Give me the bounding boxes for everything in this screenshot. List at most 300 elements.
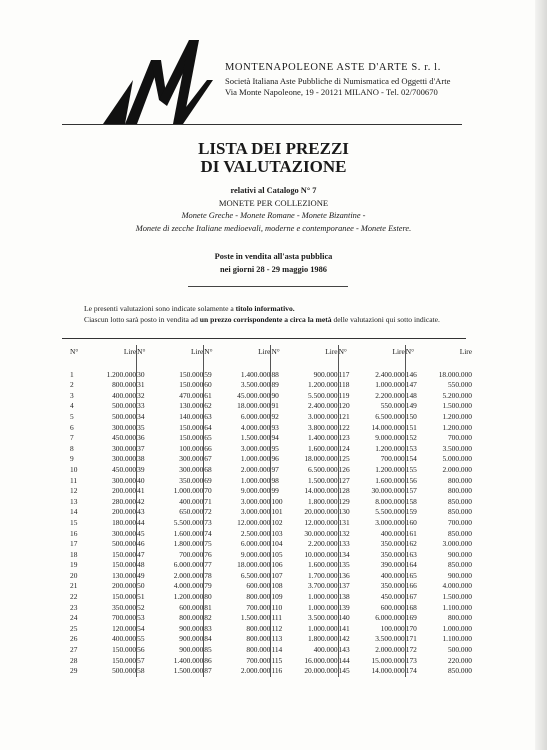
lot-value: 5.200.000 xyxy=(442,390,472,400)
lot-number: 143 xyxy=(338,645,350,655)
lot-number: 106 xyxy=(271,560,283,570)
lot-number: 90 xyxy=(271,390,279,400)
table-row xyxy=(70,529,472,540)
lot-value: 600.000 xyxy=(221,581,271,592)
lot-value: 900.000 xyxy=(154,645,204,656)
lot-number: 140 xyxy=(338,613,350,623)
note2-text-end: delle valutazioni qui sotto indicate. xyxy=(331,315,440,324)
table-row xyxy=(70,401,472,412)
lot-value: 45.000.000 xyxy=(221,391,271,402)
sale-line-1: Poste in vendita all'asta pubblica xyxy=(214,252,333,261)
column-header-lire: Lire xyxy=(288,345,338,359)
lot-value: 150.000 xyxy=(87,656,137,667)
lot-value: 1.400.000 xyxy=(154,656,204,667)
lot-number: 60 xyxy=(204,380,212,390)
table-row xyxy=(70,486,472,497)
lot-value: 1.000.000 xyxy=(154,486,204,497)
lot-value: 350.000 xyxy=(154,476,204,487)
lot-number: 155 xyxy=(405,464,417,474)
lot-value: 1.200.000 xyxy=(154,592,204,603)
lot-value: 6.000.000 xyxy=(154,560,204,571)
lot-number: 145 xyxy=(338,666,350,676)
lot-number: 120 xyxy=(338,401,350,411)
lot-value: 2.400.000 xyxy=(355,370,405,381)
lot-value: 800.000 xyxy=(447,613,472,623)
lot-value: 900.000 xyxy=(154,624,204,635)
lot-value: 5.500.000 xyxy=(288,391,338,402)
lot-number: 67 xyxy=(204,454,212,464)
lot-number: 133 xyxy=(338,539,350,549)
lot-number: 3 xyxy=(70,390,74,400)
lot-value: 6.500.000 xyxy=(355,412,405,423)
lot-number: 152 xyxy=(405,433,417,443)
lot-value: 3.000.000 xyxy=(288,412,338,423)
lot-value: 1.000.000 xyxy=(442,623,472,633)
lot-number: 58 xyxy=(137,666,145,676)
company-header xyxy=(225,62,535,97)
lot-value: 150.000 xyxy=(87,550,137,561)
lot-number: 82 xyxy=(204,613,212,623)
lot-number: 71 xyxy=(204,496,212,506)
lot-number: 128 xyxy=(338,486,350,496)
lot-value: 4.000.000 xyxy=(154,581,204,592)
lot-value: 1.000.000 xyxy=(288,592,338,603)
lot-value: 550.000 xyxy=(447,380,472,390)
lot-value: 5.500.000 xyxy=(154,518,204,529)
table-row xyxy=(70,433,472,444)
lot-number: 43 xyxy=(137,507,145,517)
lot-value: 200.000 xyxy=(87,486,137,497)
lot-value: 220.000 xyxy=(447,655,472,665)
lot-value: 800.000 xyxy=(221,645,271,656)
table-top-rule xyxy=(62,338,466,339)
lot-number: 66 xyxy=(204,443,212,453)
lot-number: 1 xyxy=(70,369,74,379)
lot-number: 8 xyxy=(70,443,74,453)
lot-number: 161 xyxy=(405,528,417,538)
lot-number: 151 xyxy=(405,422,417,432)
lot-number: 171 xyxy=(405,634,417,644)
lot-value: 650.000 xyxy=(154,507,204,518)
table-row xyxy=(70,603,472,614)
lot-value: 1.000.000 xyxy=(221,454,271,465)
lot-value: 800.000 xyxy=(87,380,137,391)
lot-number: 19 xyxy=(70,560,78,570)
lot-value: 14.000.000 xyxy=(288,486,338,497)
lot-value: 3.500.000 xyxy=(442,443,472,453)
lot-value: 600.000 xyxy=(355,603,405,614)
lot-number: 137 xyxy=(338,581,350,591)
lot-number: 129 xyxy=(338,496,350,506)
table-row xyxy=(70,645,472,656)
lot-number: 56 xyxy=(137,645,145,655)
lot-value: 700.000 xyxy=(221,656,271,667)
lot-value: 6.000.000 xyxy=(355,613,405,624)
lot-value: 1.200.000 xyxy=(355,465,405,476)
lot-number: 6 xyxy=(70,422,74,432)
table-row xyxy=(70,634,472,645)
lot-number: 16 xyxy=(70,528,78,538)
lot-number: 126 xyxy=(338,464,350,474)
lot-value: 470.000 xyxy=(154,391,204,402)
lot-value: 500.000 xyxy=(447,645,472,655)
table-row xyxy=(70,560,472,571)
lot-value: 300.000 xyxy=(154,465,204,476)
lot-value: 3.000.000 xyxy=(442,539,472,549)
lot-number: 157 xyxy=(405,486,417,496)
lot-number: 68 xyxy=(204,464,212,474)
column-header-lire: Lire xyxy=(355,345,405,359)
lot-value: 800.000 xyxy=(447,475,472,485)
lot-value: 150.000 xyxy=(154,380,204,391)
lot-number: 117 xyxy=(338,369,350,379)
header-divider xyxy=(62,124,462,125)
lot-number: 79 xyxy=(204,581,212,591)
lot-value: 18.000.000 xyxy=(221,401,271,412)
lot-value: 1.500.000 xyxy=(221,613,271,624)
lot-value: 3.500.000 xyxy=(221,380,271,391)
lot-value: 130.000 xyxy=(154,401,204,412)
lot-number: 34 xyxy=(137,411,145,421)
table-row xyxy=(70,412,472,423)
lot-number: 78 xyxy=(204,570,212,580)
lot-value: 12.000.000 xyxy=(221,518,271,529)
title-line-2: DI VALUTAZIONE xyxy=(200,157,347,176)
lot-value: 1.000.000 xyxy=(288,624,338,635)
lot-value: 4.000.000 xyxy=(442,581,472,591)
lot-number: 50 xyxy=(137,581,145,591)
lot-number: 93 xyxy=(271,422,279,432)
lot-value: 3.000.000 xyxy=(355,518,405,529)
note-informative xyxy=(84,304,524,313)
lot-number: 167 xyxy=(405,592,417,602)
lot-value: 400.000 xyxy=(288,645,338,656)
column-header-lire: Lire xyxy=(154,345,204,359)
lot-value: 1.600.000 xyxy=(154,529,204,540)
lot-value: 450.000 xyxy=(355,592,405,603)
lot-number: 75 xyxy=(204,539,212,549)
lot-value: 450.000 xyxy=(87,465,137,476)
lot-value: 30.000.000 xyxy=(288,529,338,540)
lot-value: 900.000 xyxy=(447,549,472,559)
lot-value: 6.000.000 xyxy=(221,539,271,550)
lot-value: 300.000 xyxy=(87,529,137,540)
table-row xyxy=(70,613,472,624)
lot-number: 51 xyxy=(137,592,145,602)
lot-number: 107 xyxy=(271,570,283,580)
lot-number: 110 xyxy=(271,602,283,612)
price-table xyxy=(70,345,472,677)
lot-value: 5.500.000 xyxy=(355,507,405,518)
lot-number: 130 xyxy=(338,507,350,517)
lot-value: 700.000 xyxy=(221,603,271,614)
lot-number: 116 xyxy=(271,666,283,676)
catalog-reference: relativi al Catalogo N° 7 xyxy=(230,186,317,195)
lot-value: 550.000 xyxy=(355,401,405,412)
lot-number: 39 xyxy=(137,464,145,474)
lot-number: 113 xyxy=(271,634,283,644)
lot-number: 148 xyxy=(405,390,417,400)
section-divider xyxy=(188,286,348,287)
lot-number: 26 xyxy=(70,634,78,644)
lot-value: 900.000 xyxy=(288,370,338,381)
lot-number: 85 xyxy=(204,645,212,655)
table-row xyxy=(70,656,472,667)
lot-value: 100.000 xyxy=(154,444,204,455)
table-row xyxy=(70,465,472,476)
lot-number: 97 xyxy=(271,464,279,474)
note1-bold: titolo informativo. xyxy=(235,304,295,313)
lot-number: 59 xyxy=(204,369,212,379)
lot-value: 400.000 xyxy=(87,391,137,402)
lot-value: 2.000.000 xyxy=(442,464,472,474)
lot-value: 18.000.000 xyxy=(288,454,338,465)
title-line-1: LISTA DEI PREZZI xyxy=(198,139,349,158)
lot-number: 46 xyxy=(137,539,145,549)
lot-value: 400.000 xyxy=(355,571,405,582)
lot-number: 114 xyxy=(271,645,283,655)
lot-number: 136 xyxy=(338,570,350,580)
lot-number: 119 xyxy=(338,390,350,400)
lot-number: 115 xyxy=(271,655,283,665)
company-description: Società Italiana Aste Pubbliche di Numismatica ed Oggetti d'Arte xyxy=(225,76,451,86)
lot-value: 18.000.000 xyxy=(438,369,472,379)
lot-number: 86 xyxy=(204,655,212,665)
lot-number: 40 xyxy=(137,475,145,485)
column-header-number: N° xyxy=(338,347,347,356)
lot-value: 800.000 xyxy=(221,634,271,645)
lot-number: 138 xyxy=(338,592,350,602)
table-row xyxy=(70,476,472,487)
lot-value: 1.700.000 xyxy=(288,571,338,582)
lot-number: 61 xyxy=(204,390,212,400)
document-title xyxy=(0,140,547,176)
lot-number: 22 xyxy=(70,592,78,602)
lot-value: 300.000 xyxy=(87,454,137,465)
page-edge-shadow xyxy=(535,0,547,750)
lot-number: 11 xyxy=(70,475,78,485)
lot-number: 35 xyxy=(137,422,145,432)
lot-number: 29 xyxy=(70,666,78,676)
table-row xyxy=(70,497,472,508)
lot-value: 1.500.000 xyxy=(442,592,472,602)
lot-number: 32 xyxy=(137,390,145,400)
lot-value: 4.000.000 xyxy=(221,423,271,434)
lot-number: 94 xyxy=(271,433,279,443)
table-header-row xyxy=(70,345,472,359)
lot-value: 200.000 xyxy=(87,507,137,518)
lot-number: 96 xyxy=(271,454,279,464)
lot-value: 700.000 xyxy=(355,454,405,465)
table-spacer xyxy=(70,359,472,370)
lot-number: 72 xyxy=(204,507,212,517)
lot-number: 45 xyxy=(137,528,145,538)
lot-value: 2.200.000 xyxy=(355,391,405,402)
lot-value: 350.000 xyxy=(355,550,405,561)
lot-value: 1.400.000 xyxy=(221,370,271,381)
lot-value: 6.500.000 xyxy=(288,465,338,476)
lot-number: 170 xyxy=(405,623,417,633)
lot-number: 164 xyxy=(405,560,417,570)
lot-value: 350.000 xyxy=(355,581,405,592)
lot-number: 41 xyxy=(137,486,145,496)
lot-value: 9.000.000 xyxy=(355,433,405,444)
lot-value: 1.200.000 xyxy=(355,444,405,455)
lot-number: 139 xyxy=(338,602,350,612)
column-header-number: N° xyxy=(405,347,415,356)
lot-number: 131 xyxy=(338,517,350,527)
lot-value: 150.000 xyxy=(87,560,137,571)
lot-value: 150.000 xyxy=(87,645,137,656)
lot-value: 1.400.000 xyxy=(288,433,338,444)
lot-value: 18.000.000 xyxy=(221,560,271,571)
lot-value: 180.000 xyxy=(87,518,137,529)
collection-title: MONETE PER COLLEZIONE xyxy=(218,198,329,208)
note2-text: Ciascun lotto sarà posto in vendita ad xyxy=(84,315,200,324)
lot-number: 150 xyxy=(405,411,417,421)
lot-number: 147 xyxy=(405,380,417,390)
lot-number: 104 xyxy=(271,539,283,549)
lot-value: 30.000.000 xyxy=(355,486,405,497)
lot-number: 105 xyxy=(271,549,283,559)
lot-number: 158 xyxy=(405,496,417,506)
lot-value: 1.600.000 xyxy=(288,444,338,455)
lot-number: 112 xyxy=(271,623,283,633)
table-row xyxy=(70,444,472,455)
lot-number: 55 xyxy=(137,634,145,644)
lot-value: 300.000 xyxy=(87,444,137,455)
lot-value: 14.000.000 xyxy=(355,666,405,677)
company-address: Via Monte Napoleone, 19 - 20121 MILANO - Tel. 02/700670 xyxy=(225,87,438,97)
table-row xyxy=(70,666,472,677)
lot-number: 91 xyxy=(271,401,279,411)
lot-number: 13 xyxy=(70,496,78,506)
lot-value: 6.000.000 xyxy=(221,412,271,423)
lot-number: 53 xyxy=(137,613,145,623)
lot-value: 800.000 xyxy=(221,624,271,635)
lot-value: 130.000 xyxy=(87,571,137,582)
lot-value: 900.000 xyxy=(154,634,204,645)
subtitle-line-2: Monete di zecche Italiane medioevali, moderne e contemporanee - Monete Estere. xyxy=(135,224,412,233)
lot-value: 2.000.000 xyxy=(154,571,204,582)
lot-value: 1.200.000 xyxy=(442,422,472,432)
lot-value: 1.500.000 xyxy=(442,401,472,411)
lot-value: 2.000.000 xyxy=(221,465,271,476)
table-row xyxy=(70,539,472,550)
lot-value: 3.000.000 xyxy=(221,444,271,455)
lot-number: 27 xyxy=(70,645,78,655)
lot-value: 3.800.000 xyxy=(288,423,338,434)
lot-value: 120.000 xyxy=(87,624,137,635)
lot-number: 81 xyxy=(204,602,212,612)
lot-number: 7 xyxy=(70,433,74,443)
lot-number: 42 xyxy=(137,496,145,506)
lot-number: 159 xyxy=(405,507,417,517)
lot-value: 400.000 xyxy=(355,529,405,540)
table-row xyxy=(70,624,472,635)
note2-bold: un prezzo corrispondente a circa la metà xyxy=(199,315,332,324)
lot-number: 76 xyxy=(204,549,212,559)
lot-value: 100.000 xyxy=(355,624,405,635)
column-header-number: N° xyxy=(271,347,280,356)
column-header-number: N° xyxy=(70,347,79,356)
lot-value: 700.000 xyxy=(154,550,204,561)
lot-number: 2 xyxy=(70,380,74,390)
lot-number: 169 xyxy=(405,613,417,623)
lot-value: 1.000.000 xyxy=(288,603,338,614)
lot-number: 125 xyxy=(338,454,350,464)
table-row xyxy=(70,581,472,592)
lot-number: 69 xyxy=(204,475,212,485)
lot-value: 500.000 xyxy=(87,666,137,677)
lot-number: 168 xyxy=(405,602,417,612)
table-row xyxy=(70,592,472,603)
lot-value: 500.000 xyxy=(87,412,137,423)
lot-number: 173 xyxy=(405,655,417,665)
table-row xyxy=(70,370,472,381)
lot-number: 95 xyxy=(271,443,279,453)
lot-number: 149 xyxy=(405,401,417,411)
lot-number: 163 xyxy=(405,549,417,559)
lot-number: 156 xyxy=(405,475,417,485)
lot-number: 5 xyxy=(70,411,74,421)
lot-value: 9.000.000 xyxy=(221,550,271,561)
table-row xyxy=(70,550,472,561)
lot-value: 8.000.000 xyxy=(355,497,405,508)
lot-value: 1.600.000 xyxy=(288,560,338,571)
lot-value: 450.000 xyxy=(87,433,137,444)
lot-value: 3.000.000 xyxy=(221,497,271,508)
lot-number: 25 xyxy=(70,623,78,633)
lot-value: 1.000.000 xyxy=(221,476,271,487)
lot-number: 10 xyxy=(70,464,78,474)
lot-value: 9.000.000 xyxy=(221,486,271,497)
lot-number: 17 xyxy=(70,539,78,549)
lot-value: 10.000.000 xyxy=(288,550,338,561)
lot-value: 3.700.000 xyxy=(288,581,338,592)
lot-number: 33 xyxy=(137,401,145,411)
lot-value: 15.000.000 xyxy=(355,656,405,667)
lot-value: 150.000 xyxy=(154,370,204,381)
lot-number: 87 xyxy=(204,666,212,676)
lot-number: 124 xyxy=(338,443,350,453)
lot-number: 127 xyxy=(338,475,350,485)
table-row xyxy=(70,507,472,518)
lot-number: 174 xyxy=(405,666,417,676)
lot-number: 101 xyxy=(271,507,283,517)
lot-number: 160 xyxy=(405,517,417,527)
lot-value: 850.000 xyxy=(447,507,472,517)
lot-value: 300.000 xyxy=(154,454,204,465)
lot-number: 65 xyxy=(204,433,212,443)
table-row xyxy=(70,518,472,529)
lot-value: 390.000 xyxy=(355,560,405,571)
lot-number: 134 xyxy=(338,549,350,559)
lot-value: 1.200.000 xyxy=(442,411,472,421)
lot-value: 600.000 xyxy=(154,603,204,614)
lot-number: 12 xyxy=(70,486,78,496)
lot-number: 154 xyxy=(405,454,417,464)
company-logo xyxy=(103,40,213,124)
lot-value: 5.000.000 xyxy=(442,454,472,464)
lot-value: 280.000 xyxy=(87,497,137,508)
lot-number: 70 xyxy=(204,486,212,496)
lot-value: 800.000 xyxy=(154,613,204,624)
lot-number: 52 xyxy=(137,602,145,612)
lot-number: 63 xyxy=(204,411,212,421)
lot-value: 12.000.000 xyxy=(288,518,338,529)
lot-number: 83 xyxy=(204,623,212,633)
